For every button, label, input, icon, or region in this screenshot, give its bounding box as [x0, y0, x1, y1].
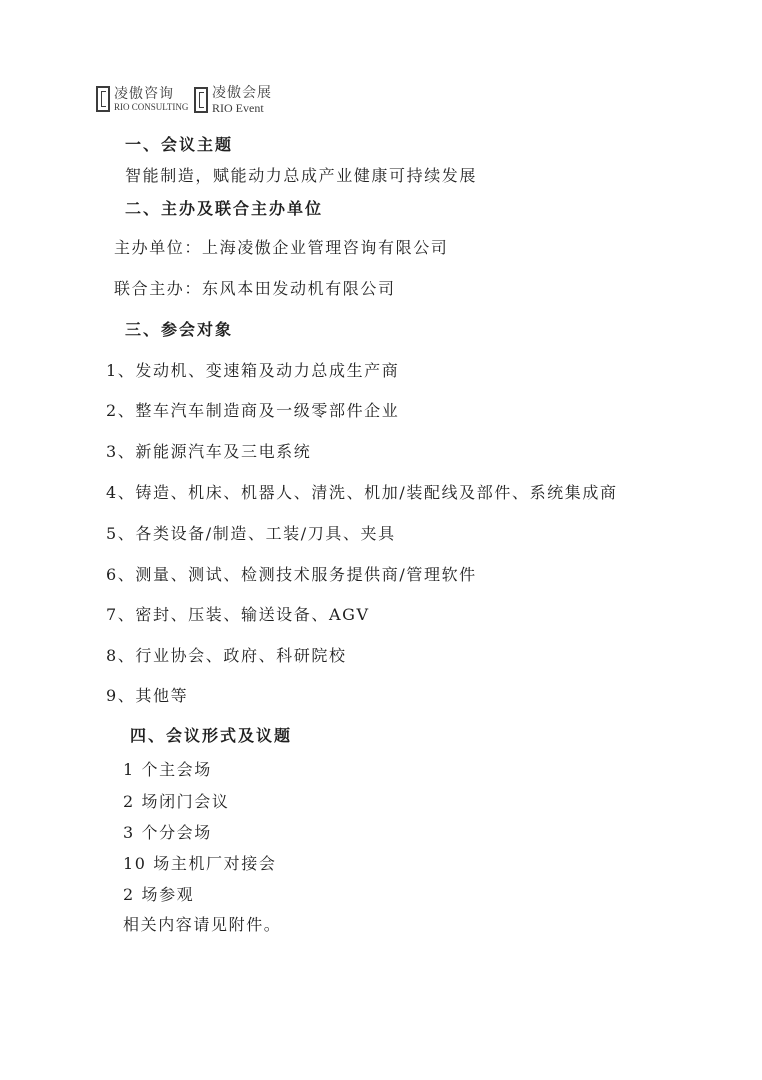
list-item: 3 个分会场: [123, 823, 212, 842]
logo-en-text: RIO Event: [212, 101, 264, 115]
list-item: 1 个主会场: [123, 760, 212, 779]
list-item: 9、其他等: [106, 686, 189, 705]
rio-event-logo: [194, 86, 272, 114]
section4-heading: 四、会议形式及议题: [130, 726, 293, 745]
section1-heading: 一、会议主题: [125, 135, 234, 154]
section2-heading: 二、主办及联合主办单位: [125, 199, 324, 218]
section1-text: 智能制造，赋能动力总成产业健康可持续发展: [125, 166, 478, 185]
list-item: 2 场参观: [123, 885, 195, 904]
host-line: 主办单位：上海凌傲企业管理咨询有限公司: [114, 238, 449, 257]
list-item: 6、测量、测试、检测技术服务提供商/管理软件: [106, 565, 477, 584]
list-item: 相关内容请见附件。: [123, 915, 282, 934]
list-item: 8、行业协会、政府、科研院校: [106, 646, 347, 665]
list-item: 2、整车汽车制造商及一级零部件企业: [106, 401, 400, 420]
list-item: 5、各类设备/制造、工装/刀具、夹具: [106, 524, 396, 543]
cohost-line: 联合主办：东风本田发动机有限公司: [114, 279, 396, 298]
logo-en-text: RIO CONSULTING: [114, 101, 189, 112]
rio-logo-icon: [194, 87, 208, 113]
logo-cn-text: 凌傲咨询: [114, 85, 174, 102]
list-item: 10 场主机厂对接会: [123, 854, 277, 873]
list-item: 1、发动机、变速箱及动力总成生产商: [106, 361, 400, 380]
rio-logo-icon: [96, 86, 110, 112]
section3-heading: 三、参会对象: [125, 320, 234, 339]
list-item: 7、密封、压装、输送设备、AGV: [106, 605, 370, 624]
rio-consulting-logo: [96, 86, 188, 112]
logo-cn-text: 凌傲会展: [212, 85, 272, 101]
list-item: 3、新能源汽车及三电系统: [106, 442, 312, 461]
list-item: 4、铸造、机床、机器人、清洗、机加/装配线及部件、系统集成商: [106, 483, 618, 502]
list-item: 2 场闭门会议: [123, 792, 230, 811]
